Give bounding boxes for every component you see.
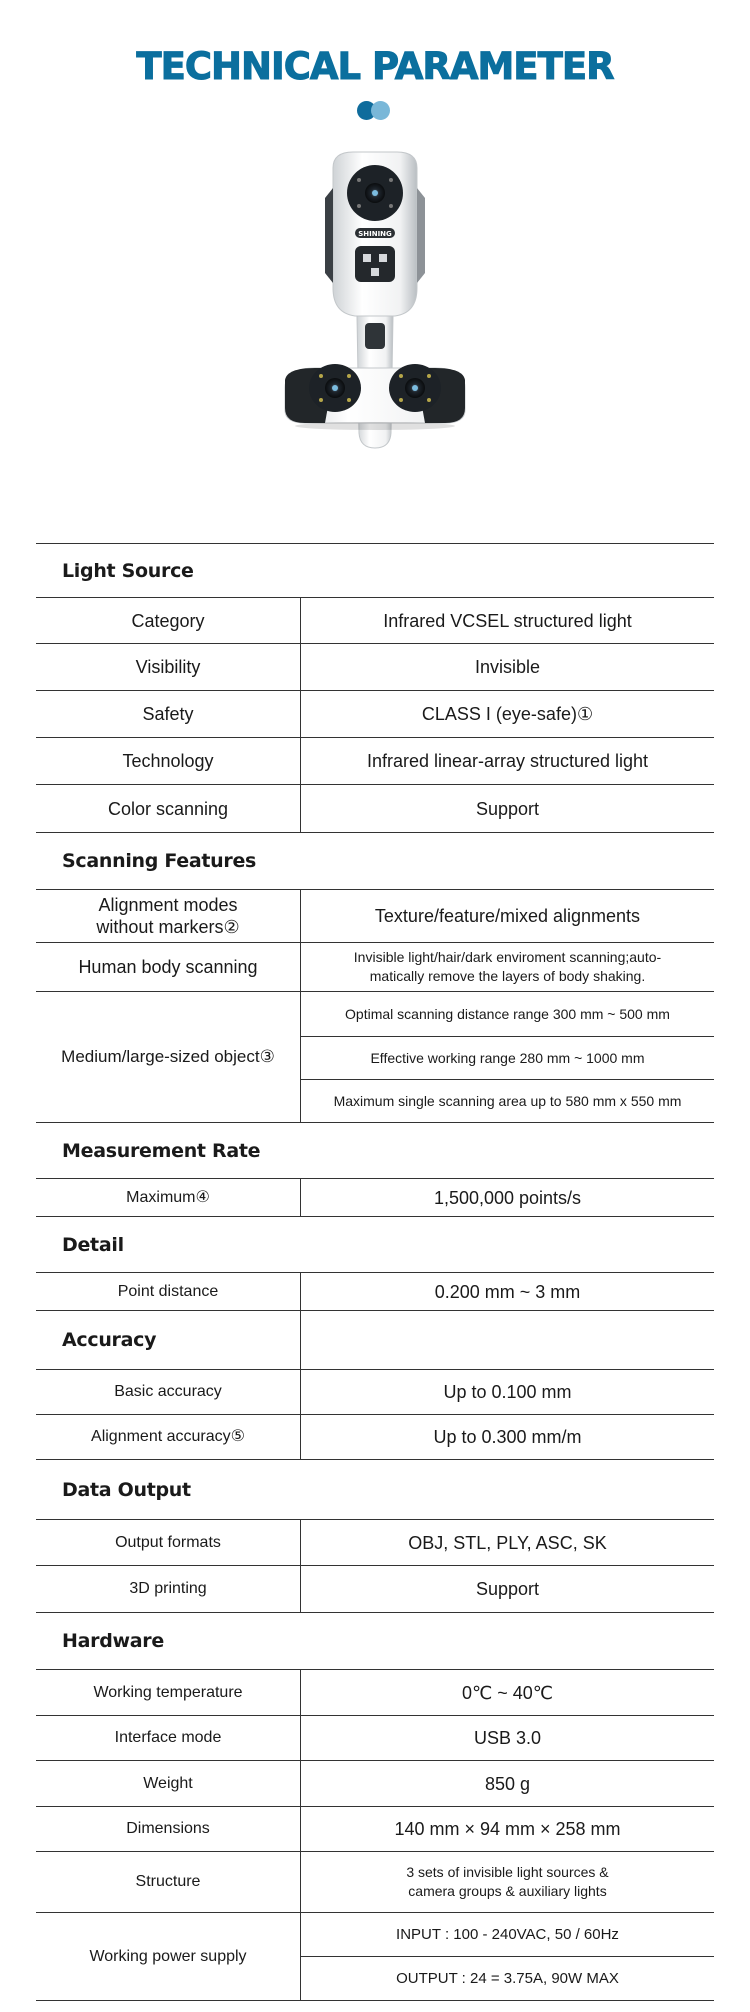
table-row [36, 1566, 714, 1613]
table-row [36, 943, 714, 992]
table-row [36, 644, 714, 691]
spec-value: OBJ, STL, PLY, ASC, SK [408, 1532, 607, 1553]
spec-value: 0.200 mm ~ 3 mm [434, 1281, 581, 1302]
spec-value: Infrared VCSEL structured light [383, 610, 632, 631]
table-row [36, 1716, 714, 1761]
spec-value-line: matically remove the layers of body shaking. [369, 968, 646, 984]
spec-value-line: Invisible light/hair/dark enviroment scanning;auto- [353, 949, 662, 965]
spec-label: Color scanning [36, 785, 301, 832]
section-title: Hardware [62, 1630, 164, 1652]
section-title: Data Output [62, 1478, 191, 1501]
table-row [36, 1761, 714, 1807]
spec-value-group [301, 1913, 714, 2000]
spec-label: Visibility [36, 644, 301, 690]
table-row [36, 1520, 714, 1566]
table-row [36, 1370, 714, 1415]
spec-label: Point distance [36, 1273, 301, 1310]
spec-label: Weight [36, 1761, 301, 1806]
spec-label: Medium/large-sized object③ [36, 992, 301, 1122]
svg-text:SHINING: SHINING [358, 230, 392, 238]
table-row [36, 1179, 714, 1217]
spec-value [301, 943, 714, 991]
table-row [36, 890, 714, 943]
spec-value [301, 1852, 714, 1912]
table-row [36, 1807, 714, 1852]
section-header-detail [36, 1217, 714, 1273]
table-row [36, 992, 714, 1123]
table-row [36, 1913, 714, 2001]
spec-value: Effective working range 280 mm ~ 1000 mm [301, 1037, 714, 1080]
table-row [36, 785, 714, 833]
spec-value: Support [475, 798, 540, 819]
section-title: Detail [62, 1233, 124, 1256]
spec-value: Texture/feature/mixed alignments [374, 906, 641, 926]
table-row [36, 598, 714, 644]
spec-label: Interface mode [36, 1716, 301, 1760]
spec-value: Optimal scanning distance range 300 mm ~ 500 mm [301, 992, 714, 1037]
table-row [36, 691, 714, 738]
spec-label: Dimensions [36, 1807, 301, 1851]
spec-label: Category [36, 598, 301, 643]
spec-value: 850 g [484, 1773, 531, 1794]
spec-label: Working power supply [36, 1913, 301, 2000]
table-row [36, 1415, 714, 1460]
spec-label: Structure [36, 1852, 301, 1912]
spec-value: OUTPUT : 24 = 3.75A, 90W MAX [396, 1970, 619, 1987]
spec-value: Up to 0.100 mm [443, 1382, 572, 1402]
section-title: Accuracy [62, 1329, 157, 1351]
spec-value-line: camera groups & auxiliary lights [408, 1883, 607, 1899]
spec-label: Basic accuracy [36, 1370, 301, 1414]
spec-label [36, 890, 301, 942]
table-row [36, 1273, 714, 1311]
spec-value: Invisible [474, 657, 541, 677]
section-header-light-source [36, 544, 714, 598]
section-title: Scanning Features [62, 850, 257, 872]
spec-label: Output formats [36, 1520, 301, 1565]
spec-label: Maximum④ [36, 1179, 301, 1216]
spec-label: Technology [36, 738, 301, 784]
spec-value: Support [475, 1579, 540, 1599]
spec-label: Working temperature [36, 1670, 301, 1715]
spec-value: 0℃ ~ 40℃ [462, 1682, 553, 1703]
scanner-product-image [275, 148, 475, 518]
table-row [36, 1670, 714, 1716]
spec-value: CLASS I (eye-safe)① [421, 704, 594, 724]
spec-label-line: Alignment modes [98, 895, 238, 915]
table-row [36, 1852, 714, 1913]
spec-value: Infrared linear-array structured light [366, 751, 649, 771]
section-title: Measurement Rate [62, 1139, 261, 1162]
section-header-hardware [36, 1613, 714, 1670]
spec-value: Up to 0.300 mm/m [433, 1427, 582, 1447]
section-header-measurement-rate [36, 1123, 714, 1179]
spec-table [36, 543, 714, 2001]
section-header-accuracy [36, 1311, 714, 1370]
spec-value: INPUT : 100 - 240VAC, 50 / 60Hz [301, 1913, 714, 1957]
spec-label: Safety [36, 691, 301, 737]
spec-label-line: without markers② [96, 917, 240, 937]
decoration-dot-light [371, 101, 390, 120]
section-title: Light Source [62, 559, 194, 582]
spec-value: 1,500,000 points/s [433, 1187, 582, 1208]
spec-value: Maximum single scanning area up to 580 mm x 550 mm [333, 1093, 682, 1109]
spec-value: 140 mm × 94 mm × 258 mm [394, 1819, 621, 1839]
spec-label: Human body scanning [36, 943, 301, 991]
section-header-scanning-features [36, 833, 714, 890]
spec-value-line: 3 sets of invisible light sources & [406, 1864, 609, 1880]
spec-value: USB 3.0 [473, 1728, 542, 1748]
spec-value-group [301, 992, 714, 1122]
spec-label: 3D printing [36, 1566, 301, 1612]
page-title: TECHNICAL PARAMETER [136, 45, 614, 88]
section-header-data-output [36, 1460, 714, 1520]
spec-label: Alignment accuracy⑤ [36, 1415, 301, 1459]
title-decoration-dots [357, 101, 393, 121]
table-row [36, 738, 714, 785]
